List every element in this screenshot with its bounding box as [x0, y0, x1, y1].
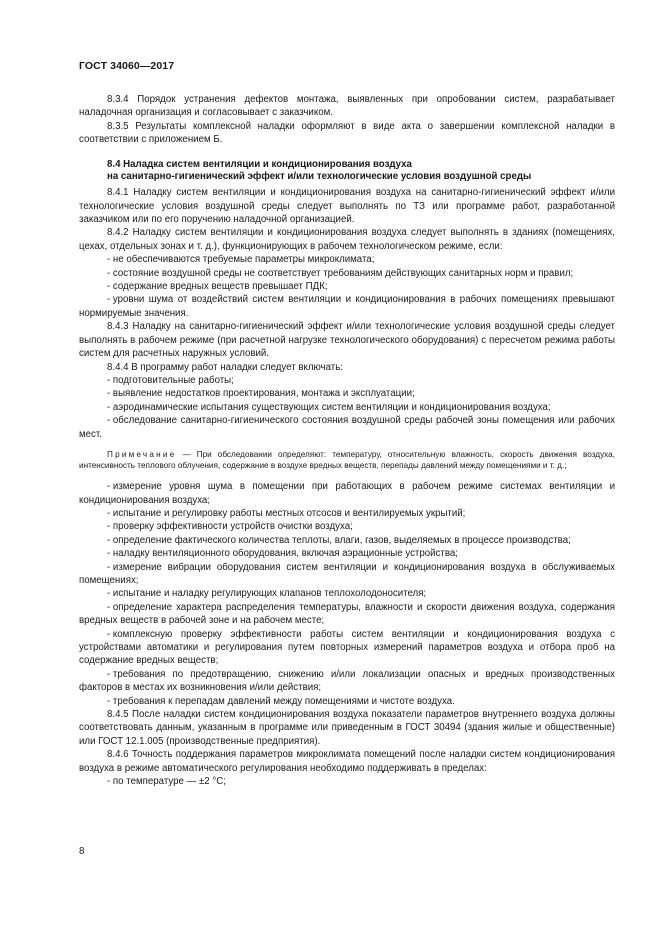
paragraph-8-3-5: 8.3.5 Результаты комплексной наладки оформляют в виде акта о завершении комплексной наладки в соответствии с приложением Б.: [79, 120, 615, 146]
paragraph-8-4-3: 8.4.3 Наладку на санитарно-гигиенический эффект и/или технологические условия воздушной среды следует выполнять в рабочем режиме (при расчетной нагрузке технологического оборудования) с пересчетом режима работы систем для расчетных наружных условий.: [79, 321, 615, 360]
list-item: - измерение вибрации оборудования систем вентиляции и кондиционирования воздуха в обслуживаемых помещениях;: [79, 561, 615, 586]
list-item: - определение характера распределения температуры, влажности и скорости движения воздуха, содержания вредных веществ в рабочей зоне и на рабочем месте;: [79, 601, 615, 627]
page-content: [79, 93, 615, 788]
list-item: - испытание и наладку регулирующих клапанов теплохолодоносителя;: [107, 588, 427, 600]
list-item: - измерение уровня шума в помещении при работающих в рабочем режиме системах вентиляции и кондиционирования воздуха;: [79, 481, 615, 506]
dash-marker: -: [107, 628, 113, 640]
dash-marker: -: [107, 588, 113, 600]
list-item: - содержание вредных веществ превышает ПДК;: [107, 281, 328, 293]
dash-marker: -: [107, 695, 113, 707]
list-item: - подготовительные работы;: [107, 374, 234, 386]
note-label: Примечание: [107, 449, 177, 459]
dash-marker: -: [107, 548, 113, 560]
list-item: - требования к перепадам давлений между помещениями и чистоте воздуха.: [107, 695, 455, 707]
dash-marker: -: [107, 776, 113, 788]
paragraph-8-4-4: 8.4.4 В программу работ наладки следует включать:: [107, 361, 343, 373]
dash-marker: -: [107, 267, 113, 279]
dash-marker: -: [107, 294, 113, 306]
list-item: - комплексную проверку эффективности работы систем вентиляции и кондиционирования воздуха с устройствами автоматики и регулирования путем повторных измерений параметров воздуха и отбора проб на содержание вредных веществ;: [79, 628, 615, 667]
dash-marker: -: [107, 561, 113, 573]
dash-marker: -: [107, 481, 113, 493]
paragraph-8-4-2: 8.4.2 Наладку систем вентиляции и кондиционирования воздуха следует выполнять в зданиях (помещениях, цехах, отдельных зонах и т. д.), функционирующих в рабочем технологическом режиме, если:: [79, 227, 615, 252]
paragraph-8-4-1: 8.4.1 Наладку систем вентиляции и кондиционирования воздуха на санитарно-гигиенический эффект и/или технологические условия воздушной среды следует выполнять по ТЗ или программе работ, разработанной заказчиком или по его поручению наладочной организацией.: [79, 187, 615, 226]
page-number: 8: [79, 846, 85, 857]
paragraph-8-4-5: 8.4.5 После наладки систем кондиционирования воздуха показатели параметров внутреннего воздуха должны соответствовать данным, указанным в программе или приведенным в ГОСТ 30494 (здания жилые и общественные) или ГОСТ 12.1.005 (производственные предприятия).: [79, 709, 615, 747]
list-item: - обследование санитарно-гигиенического состояния воздушной среды рабочей зоны помещения или рабочих мест.: [79, 415, 615, 440]
list-item: - выявление недостатков проектирования, монтажа и эксплуатации;: [107, 388, 415, 400]
list-item: - аэродинамические испытания существующих систем вентиляции и кондиционирования воздуха;: [107, 401, 551, 413]
list-item: - определение фактического количества теплоты, влаги, газов, выделяемых в процессе производства;: [107, 534, 571, 546]
dash-marker: -: [107, 601, 113, 613]
note-text: — При обследовании определяют: температуру, относительную влажность, скорость движения воздуха, интенсивность теплового облучения, содержание в воздухе вредных веществ, перепады давлений между помещениями и т. д.;: [79, 449, 615, 471]
dash-marker: -: [107, 281, 113, 293]
dash-marker: -: [107, 401, 113, 413]
section-heading-line-2: на санитарно-гигиенический эффект и/или технологические условия воздушной среды: [107, 171, 532, 183]
list-item: - по температуре — ±2 °С;: [107, 776, 226, 788]
list-item: - состояние воздушной среды не соответствует требованиям действующих санитарных норм и правил;: [107, 267, 574, 279]
list-8-4-6: [79, 775, 615, 788]
list-item: - не обеспечиваются требуемые параметры микроклимата;: [107, 254, 375, 266]
list-8-4-2: [79, 253, 615, 320]
list-item: - требования по предотвращению, снижению и/или локализации опасных и вредных производственных факторов в местах их возникновения и/или действия;: [79, 668, 615, 694]
list-item: - испытание и регулировку работы местных отсосов и вентилируемых укрытий;: [107, 507, 466, 519]
list-item: - проверку эффективности устройств очистки воздуха;: [107, 521, 353, 533]
list-item: - уровни шума от воздействий систем вентиляции и кондиционирования в рабочих помещениях превышают нормируемые значения.: [79, 294, 615, 319]
section-heading-8-4: [79, 159, 615, 185]
dash-marker: -: [107, 668, 113, 680]
dash-marker: -: [107, 507, 113, 519]
dash-marker: -: [107, 534, 113, 546]
dash-marker: -: [107, 254, 113, 266]
list-8-4-4-part-b: [79, 480, 615, 708]
dash-marker: -: [107, 374, 113, 386]
paragraph-8-4-6: 8.4.6 Точность поддержания параметров микроклимата помещений после наладки систем кондиционирования воздуха в режиме автоматического регулирования необходимо поддерживать в пределах:: [79, 749, 615, 774]
section-heading-line-1: 8.4 Наладка систем вентиляции и кондиционирования воздуха: [107, 158, 412, 170]
document-header: ГОСТ 34060—2017: [79, 60, 175, 72]
dash-marker: -: [107, 388, 113, 400]
note: [79, 449, 615, 471]
list-item: - наладку вентиляционного оборудования, включая аэрационные устройства;: [107, 548, 458, 560]
paragraph-8-3-4: 8.3.4 Порядок устранения дефектов монтажа, выявленных при опробовании систем, разрабатывает наладочная организация и согласовывает с заказчиком.: [79, 94, 615, 119]
dash-marker: -: [107, 521, 113, 533]
list-8-4-4-part-a: [79, 374, 615, 441]
dash-marker: -: [107, 415, 113, 427]
